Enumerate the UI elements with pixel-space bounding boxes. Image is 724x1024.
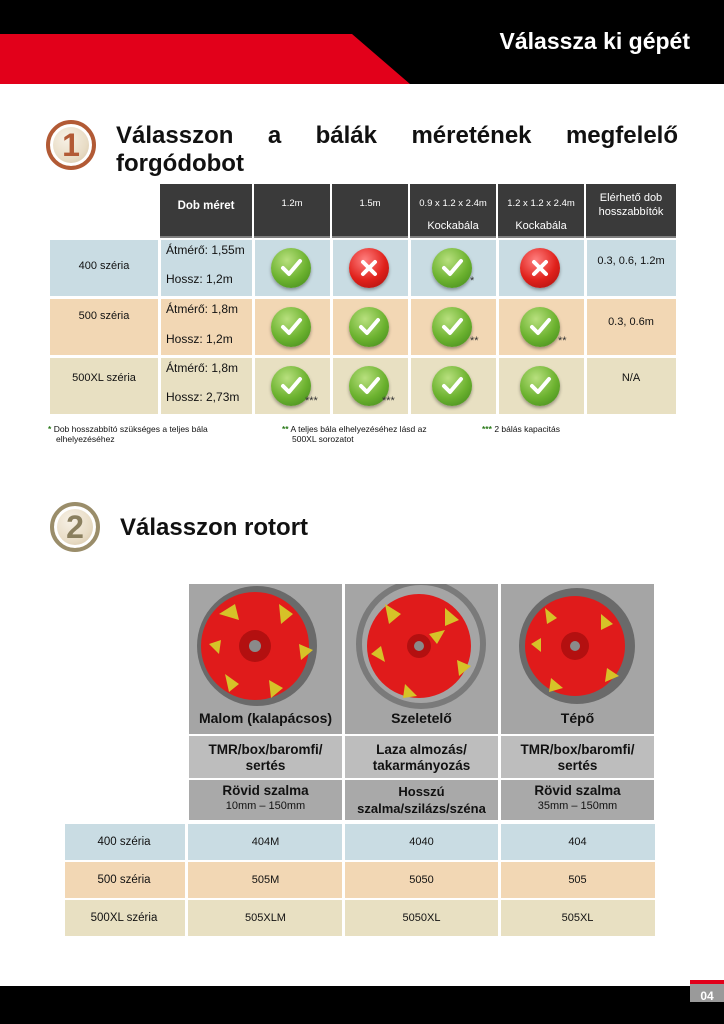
- model-cell: 505: [568, 874, 587, 886]
- rotor-name-chopper: Szeletelő: [391, 710, 452, 726]
- mill-rotor-image: [189, 584, 342, 712]
- rotor-column-shredder: [501, 584, 654, 820]
- check-icon: [349, 307, 389, 347]
- section-2-title: Válasszon rotort: [120, 514, 309, 541]
- rotor-use-shredder: TMR/box/baromfi/ sertés: [520, 742, 635, 773]
- col-header-drum-size: Dob méret: [160, 184, 252, 238]
- check-icon: [432, 248, 475, 288]
- step-1-badge: 1: [46, 120, 96, 170]
- rotor-length-range-mill: 10mm – 150mm: [225, 800, 306, 812]
- section-1-title-line2: forgódobot: [116, 150, 244, 177]
- check-icon: [432, 366, 472, 406]
- rotor-use-mill: TMR/box/baromfi/ sertés: [208, 742, 323, 773]
- row-500xl-length: Hossz: 2,73m: [166, 390, 240, 404]
- row-500-extenders: 0.3, 0.6m: [608, 316, 654, 328]
- col-divider: [185, 824, 188, 936]
- row-500-length: Hossz: 1,2m: [166, 332, 233, 346]
- model-row-label-400: 400 széria: [97, 836, 151, 848]
- chopper-rotor-image: [345, 584, 498, 712]
- footnote-mark: ***: [305, 395, 318, 407]
- col-divider: [408, 240, 411, 414]
- row-500xl-extenders: N/A: [621, 372, 641, 384]
- check-icon: [432, 307, 472, 347]
- footnote-mark: **: [558, 335, 567, 347]
- row-label-500: 500 széria: [78, 310, 130, 322]
- rotor-name-mill: Malom (kalapácsos): [198, 710, 333, 726]
- step-2-badge: 2: [50, 502, 100, 552]
- cross-icon: [349, 248, 389, 288]
- model-cell: 5050: [409, 874, 434, 886]
- model-cell: 404M: [251, 836, 280, 848]
- rotor-column-mill: [189, 584, 342, 820]
- model-row-label-500xl: 500XL széria: [90, 912, 158, 924]
- model-cell: 505XLM: [245, 912, 286, 924]
- rotor-length-range-shredder: 35mm – 150mm: [537, 800, 618, 812]
- row-400-length: Hossz: 1,2m: [166, 272, 233, 286]
- rotor-column-chopper: [345, 584, 498, 820]
- footnote-mark: **: [470, 335, 479, 347]
- page-title: Válassza ki gépét: [499, 28, 690, 54]
- check-icon: [271, 248, 311, 288]
- model-cell: 4040: [409, 836, 434, 848]
- rotor-length-chopper: Hosszú szalma/szilázs/széna: [357, 784, 486, 816]
- footnote-mark: *: [470, 275, 475, 287]
- col-header-extenders: Elérhető dob hosszabbítók: [586, 184, 676, 238]
- row-label-500xl: 500XL széria: [72, 372, 136, 384]
- row-400-diameter: Átmérő: 1,55m: [166, 243, 245, 257]
- row-500xl-diameter: Átmérő: 1,8m: [166, 361, 239, 375]
- check-icon: [520, 366, 560, 406]
- row-400-extenders: 0.3, 0.6, 1.2m: [597, 255, 665, 267]
- rotor-use-chopper: Laza almozás/ takarmányozás: [372, 742, 471, 773]
- model-cell: 404: [568, 836, 587, 848]
- col-header-small-square-bale: 0.9 x 1.2 x 2.4m Kockabála: [410, 184, 496, 238]
- cross-icon: [520, 248, 560, 288]
- rotor-name-shredder: Tépő: [560, 710, 595, 726]
- footnote-2: ** A teljes bála elhelyezéséhez lásd az 500XL sorozatot: [282, 424, 427, 444]
- col-divider: [330, 240, 333, 414]
- section-1-title-line1: Válasszon a bálák méretének megfelelő: [116, 122, 678, 149]
- page-number: 04: [690, 980, 724, 1002]
- row-500-diameter: Átmérő: 1,8m: [166, 302, 239, 316]
- header-red-accent: [0, 34, 410, 84]
- col-header-1-5m: 1.5m: [332, 184, 408, 238]
- row-label-400: 400 széria: [78, 260, 130, 272]
- model-cell: 505XL: [561, 912, 594, 924]
- model-row-label-500: 500 széria: [97, 874, 151, 886]
- col-divider: [158, 240, 161, 414]
- col-header-1-2m: 1.2m: [254, 184, 330, 238]
- shredder-rotor-image: [501, 584, 654, 712]
- footer-bar: [0, 986, 724, 1024]
- rotor-length-shredder: Rövid szalma: [534, 783, 621, 798]
- rotor-length-mill: Rövid szalma: [222, 783, 309, 798]
- col-header-large-square-bale: 1.2 x 1.2 x 2.4m Kockabála: [498, 184, 584, 238]
- col-divider: [252, 240, 255, 414]
- check-icon: [520, 307, 560, 347]
- check-icon: [271, 307, 311, 347]
- footnote-1: * Dob hosszabbító szükséges a teljes bála elhelyezéséhez: [48, 424, 208, 444]
- footnote-3: *** 2 bálás kapacitás: [482, 424, 560, 434]
- model-cell: 505M: [251, 874, 280, 886]
- model-cell: 5050XL: [402, 912, 441, 924]
- footnote-mark: ***: [382, 395, 395, 407]
- col-divider: [496, 240, 499, 414]
